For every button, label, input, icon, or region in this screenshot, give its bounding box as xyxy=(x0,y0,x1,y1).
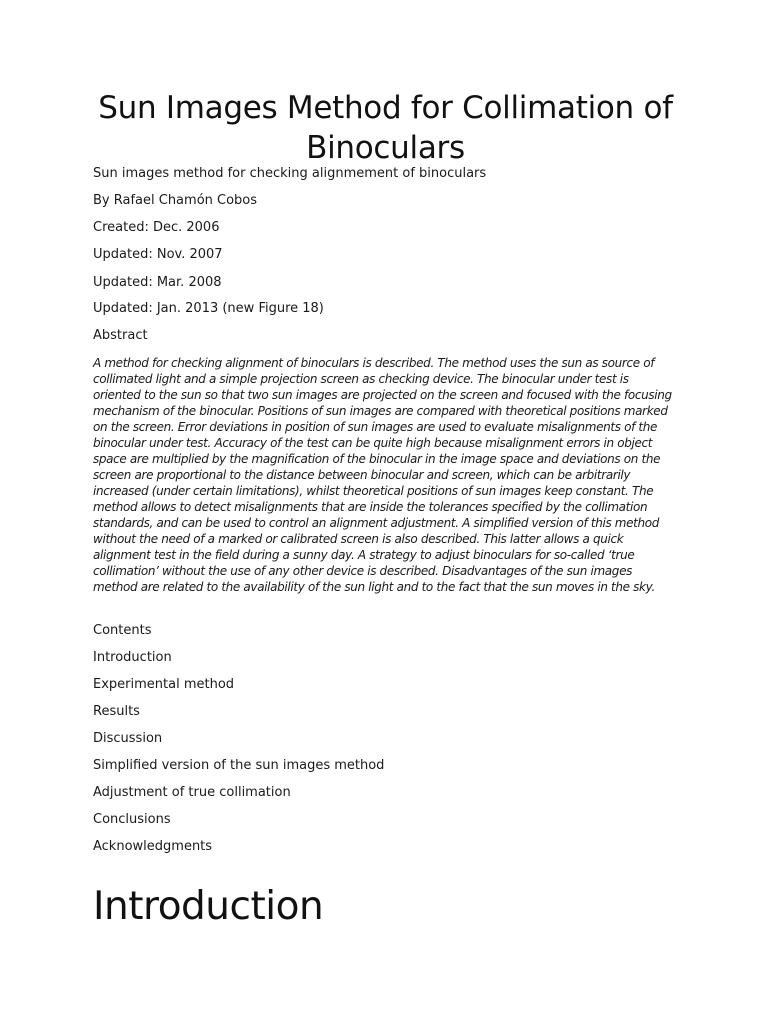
updated-date: Updated: Nov. 2007 xyxy=(93,247,223,262)
abstract-heading: Abstract xyxy=(93,328,148,343)
contents-item[interactable]: Acknowledgments xyxy=(93,839,213,854)
contents-item[interactable]: Discussion xyxy=(93,731,163,746)
abstract-text: A method for checking alignment of binoculars is described. The method uses the sun as source of collimated light and a simple projection screen as checking device. The binocular under test is oriented to the sun so that two sun images are projected on the screen and focused with the focusing mechanism of the binocular. Positions of sun images are compared with theoretical positions marked on the screen. Error deviations in position of sun images are used to evaluate misalignments of the binocular under test. Accuracy of the test can be quite high because misalignment errors in object space are multiplied by the magnification of the binocular in the image space and deviations on the screen are proportional to the distance between binocular and screen, which can be arbitrarily increased (under certain limitations), whilst theoretical positions of sun images keep constant. The method allows to detect misalignments that are inside the tolerances specified by the collimation standards, and can be used to control an alignment adjustment. A simplified version of this method without the need of a marked or calibrated screen is also described. This latter allows a quick alignment test in the field during a sunny day. A strategy to adjust binoculars for so-called ‘true collimation’ without the use of any other device is described. Disadvantages of the sun images method are related to the availability of the sun light and to the fact that the sun moves in the sky. xyxy=(93,356,672,594)
contents-heading: Contents xyxy=(93,623,152,638)
contents-item[interactable]: Adjustment of true collimation xyxy=(93,785,291,800)
section-heading-introduction: Introduction xyxy=(93,884,324,929)
contents-item[interactable]: Experimental method xyxy=(93,677,235,692)
updated-date: Updated: Jan. 2013 (new Figure 18) xyxy=(93,301,324,316)
document-title: Sun Images Method for Collimation of Binoculars xyxy=(98,90,673,166)
contents-item[interactable]: Introduction xyxy=(93,650,172,665)
contents-item[interactable]: Conclusions xyxy=(93,812,171,827)
document-subtitle: Sun images method for checking alignmement of binoculars xyxy=(93,166,487,181)
contents-item[interactable]: Results xyxy=(93,704,140,719)
updated-date: Updated: Mar. 2008 xyxy=(93,275,222,290)
created-date: Created: Dec. 2006 xyxy=(93,220,220,235)
author-line: By Rafael Chamón Cobos xyxy=(93,193,258,208)
contents-item[interactable]: Simplified version of the sun images method xyxy=(93,758,385,773)
